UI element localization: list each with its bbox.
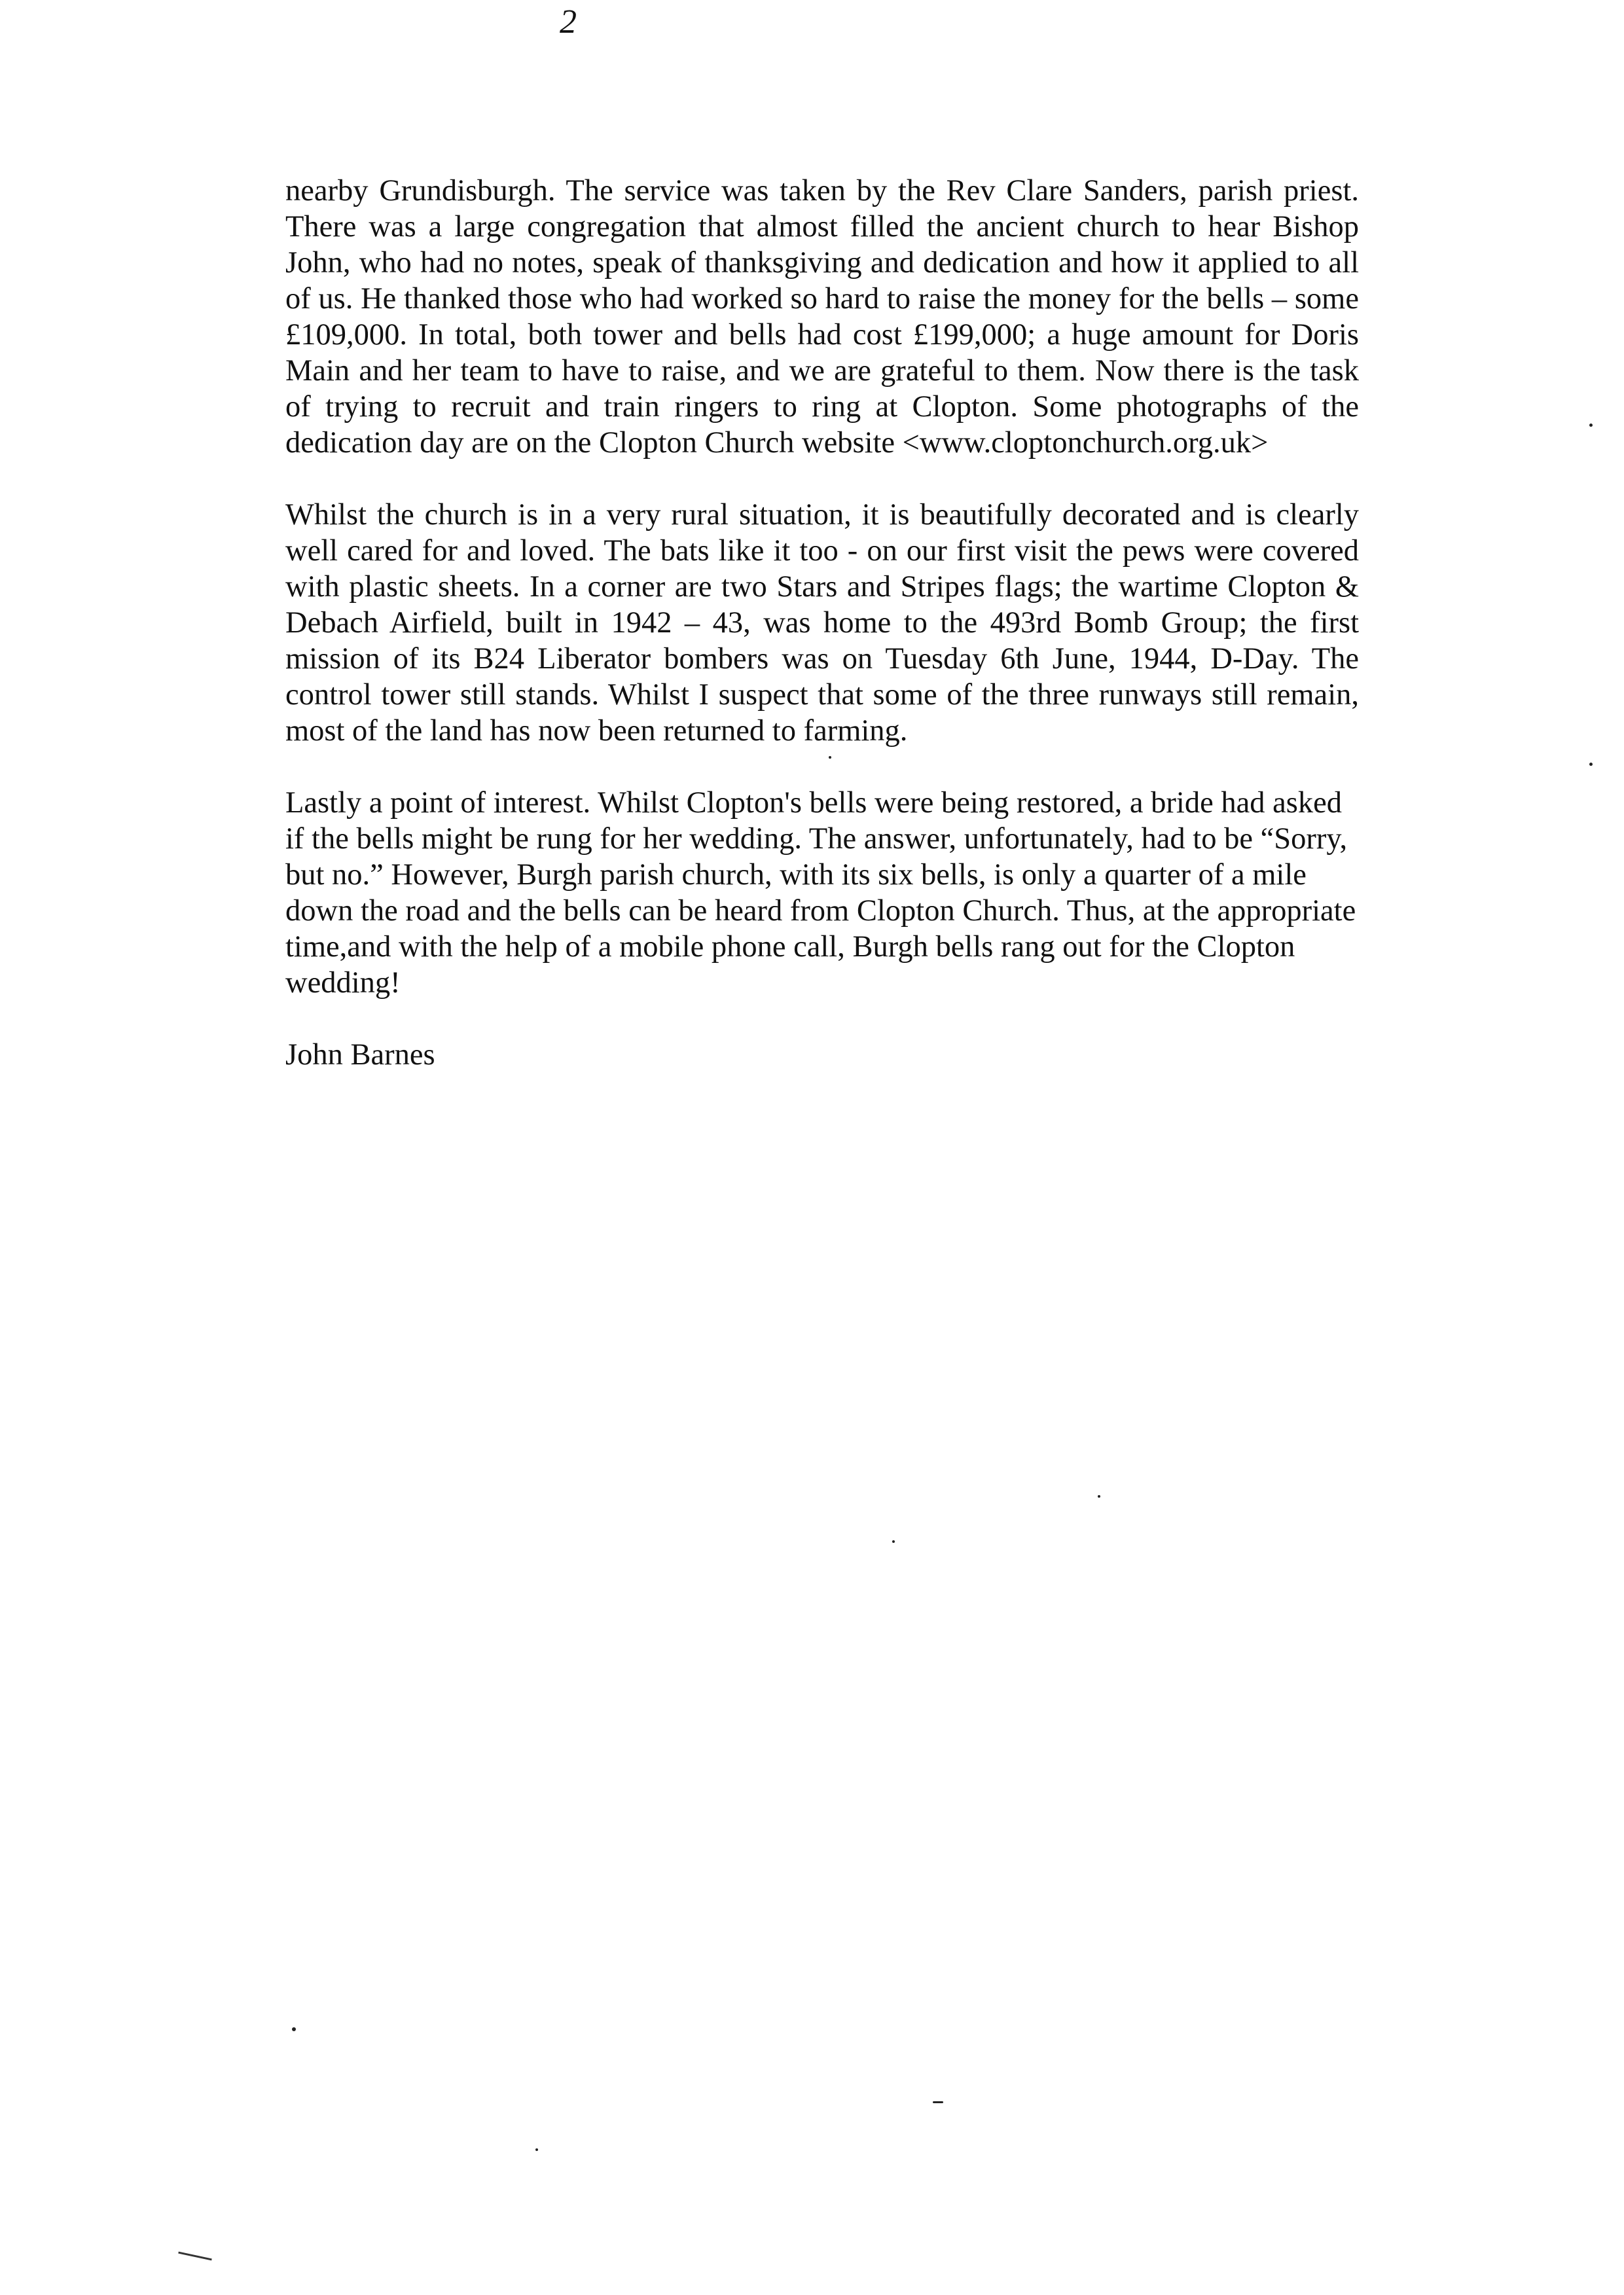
paragraph-church-history: Whilst the church is in a very rural situation, it is beautifully decorated and is clearly well cared for and loved. The bats like it too - on our first visit the pews were covered with plastic sheets. In a corner are two Stars and Stripes flags; the wartime Clopton & Debach Airfield, built in 1942 – 43, was home to the 493rd Bomb Group; the first mission of its B24 Liberator bombers was on Tuesday 6th June, 1944, D-Day. The control tower still stands. Whilst I suspect that some of the three runways still remain, most of the land has now been returned to farming. — [285, 498, 1359, 748]
article-body — [285, 173, 1359, 1109]
scan-speck — [892, 1540, 895, 1543]
scan-dash — [178, 2252, 211, 2261]
author-signature: John Barnes — [285, 1038, 435, 1072]
scan-speck — [1098, 1495, 1100, 1498]
paragraph-wedding-anecdote: Lastly a point of interest. Whilst Clopton's bells were being restored, a bride had asked if the bells might be rung for her wedding. The answer, unfortunately, had to be “Sorry, but no.” However, Burgh parish church, with its six bells, is only a quarter of a mile down the road and the bells can be heard from Clopton Church. Thus, at the appropriate time,and with the help of a mobile phone call, Burgh bells rang out for the Clopton wedding! — [285, 786, 1356, 1000]
scan-speck — [829, 756, 831, 759]
scan-speck — [1589, 424, 1593, 427]
page-number-mark: 2 — [560, 3, 577, 41]
scan-speck — [292, 2027, 296, 2031]
paragraph-dedication: nearby Grundisburgh. The service was taken by the Rev Clare Sanders, parish priest. There was a large congregation that almost filled the ancient church to hear Bishop John, who had no notes, speak of thanksgiving and dedication and how it applied to all of us. He thanked those who had worked so hard to raise the money for the bells – some £109,000. In total, both tower and bells had cost £199,000; a huge amount for Doris Main and her team to have to raise, and we are grateful to them. Now there is the task of trying to recruit and train ringers to ring at Clopton. Some photographs of the dedication day are on the Clopton Church website <www.cloptonchurch.org.uk> — [285, 174, 1359, 460]
scan-speck — [933, 2101, 943, 2103]
scan-speck — [1589, 763, 1593, 766]
scan-speck — [535, 2148, 538, 2151]
